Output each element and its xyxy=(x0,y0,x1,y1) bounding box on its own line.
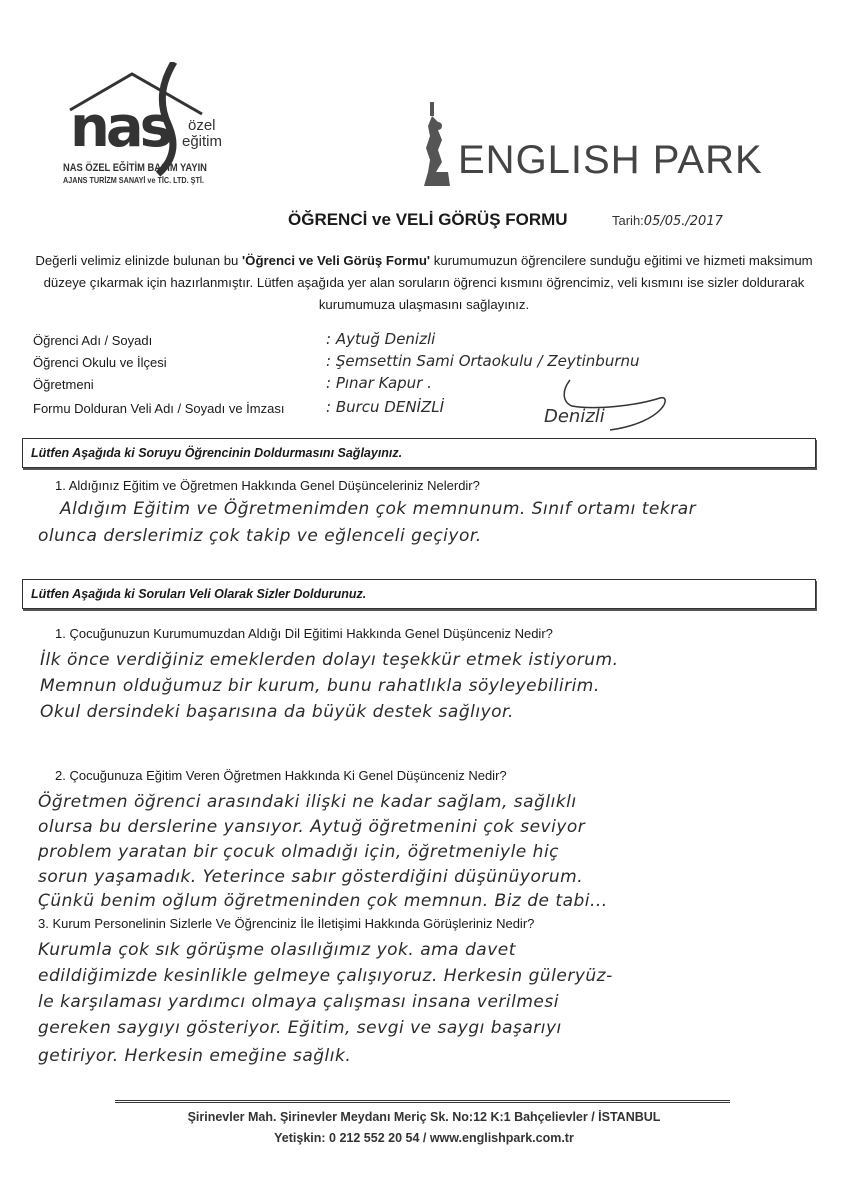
parent-name-label: Formu Dolduran Veli Adı / Soyadı ve İmzası xyxy=(33,401,285,416)
nas-logo-mark: nas xyxy=(70,95,169,160)
parent-answer-3-line: getiriyor. Herkesin emeğine sağlık. xyxy=(38,1046,352,1066)
intro-form-name: 'Öğrenci ve Veli Görüş Formu' xyxy=(242,253,431,268)
parent-answer-1-line: Okul dersindeki başarısına da büyük destek sağlıyor. xyxy=(40,702,514,722)
intro-text-1: Değerli velimiz elinizde bulunan bu xyxy=(35,253,243,268)
nas-company-line1: NAS ÖZEL EĞİTİM BASIM YAYIN xyxy=(63,162,207,174)
student-section-heading: Lütfen Aşağıda ki Soruyu Öğrencinin Doldurmasını Sağlayınız. xyxy=(31,446,403,460)
nas-word-egitim: eğitim xyxy=(182,133,223,150)
student-school-value: : Şemsettin Sami Ortaokulu / Zeytinburnu xyxy=(326,352,640,370)
form-title: ÖĞRENCİ ve VELİ GÖRÜŞ FORMU xyxy=(288,210,568,229)
footer-divider xyxy=(115,1100,730,1103)
intro-paragraph xyxy=(30,250,818,316)
student-answer-line: Aldığım Eğitim ve Öğretmenimden çok memnunum. Sınıf ortamı tekrar xyxy=(60,499,697,519)
parent-answer-2-line: olursa bu derslerine yansıyor. Aytuğ öğretmenini çok seviyor xyxy=(38,817,586,837)
date-label: Tarih: xyxy=(612,213,644,228)
date-value: 05/05./2017 xyxy=(643,214,723,229)
parent-signature xyxy=(540,378,690,434)
teacher-label: Öğretmeni xyxy=(33,377,94,392)
parent-question-2: 2. Çocuğunuza Eğitim Veren Öğretmen Hakkında Ki Genel Düşünceniz Nedir? xyxy=(55,768,507,783)
parent-name-value: : Burcu DENİZLİ xyxy=(326,398,445,416)
student-section-heading-box xyxy=(22,438,816,468)
student-name-value: : Aytuğ Denizli xyxy=(326,330,436,348)
parent-answer-1-line: İlk önce verdiğiniz emeklerden dolayı teşekkür etmek istiyorum. xyxy=(40,650,619,670)
parent-answer-2-line: Öğretmen öğrenci arasındaki ilişki ne kadar sağlam, sağlıklı xyxy=(38,792,577,812)
student-question-1: 1. Aldığınız Eğitim ve Öğretmen Hakkında Genel Düşünceleriniz Nelerdir? xyxy=(55,478,480,493)
teacher-value: : Pınar Kapur . xyxy=(326,374,432,392)
parent-section-heading: Lütfen Aşağıda ki Soruları Veli Olarak Sizler Doldurunuz. xyxy=(31,587,367,601)
parent-answer-3-line: Kurumla çok sık görüşme olasılığımız yok. ama davet xyxy=(38,940,516,960)
parent-answer-2-line: problem yaratan bir çocuk olmadığı için, öğretmeniyle hiç xyxy=(38,842,560,862)
student-name-label: Öğrenci Adı / Soyadı xyxy=(33,333,153,348)
parent-answer-2-line: sorun yaşamadık. Yeterince sabır gösterdiğini düşünüyorum. xyxy=(38,867,584,887)
intro-text-2: kurumumuzun öğrencilere sunduğu eğitimi ve hizmeti maksimum düzeye çıkarmak için hazırlanmıştır. Lütfen aşağıda yer alan soruların öğrenci kısmını öğrencimiz, veli kısmını ise sizler doldurarak kurumumuza ulaşmasını sağlayınız. xyxy=(43,253,813,312)
parent-section-heading-box xyxy=(22,579,816,609)
parent-answer-2-line: Çünkü benim oğlum öğretmeninden çok memnun. Biz de tabi... xyxy=(38,891,608,911)
nas-logo-words xyxy=(182,118,222,150)
student-answer-line: olunca derslerimiz çok takip ve eğlenceli geçiyor. xyxy=(38,526,482,546)
nas-company-line2: AJANS TURİZM SANAYİ ve TİC. LTD. ŞTİ. xyxy=(63,175,204,185)
parent-answer-3-line: edildiğimizde kesinlikle gelmeye çalışıyoruz. Herkesin güleryüz- xyxy=(38,966,613,986)
parent-question-3: 3. Kurum Personelinin Sizlerle Ve Öğrenciniz İle İletişimi Hakkında Görüşleriniz Nedir? xyxy=(38,916,535,931)
form-date xyxy=(612,213,723,229)
signature-text: Denizli xyxy=(544,406,605,427)
nas-word-ozel: özel xyxy=(188,117,216,134)
parent-question-1: 1. Çocuğunuzun Kurumumuzdan Aldığı Dil Eğitimi Hakkında Genel Düşünceniz Nedir? xyxy=(55,626,553,641)
footer-address: Şirinevler Mah. Şirinevler Meydanı Meriç Sk. No:12 K:1 Bahçelievler / İSTANBUL xyxy=(187,1110,661,1124)
student-school-label: Öğrenci Okulu ve İlçesi xyxy=(33,355,167,370)
english-park-logo-text: ENGLISH PARK xyxy=(458,138,763,182)
parent-answer-3-line: gereken saygıyı gösteriyor. Eğitim, sevgi ve saygı başarıyı xyxy=(38,1018,562,1038)
statue-of-liberty-icon xyxy=(420,100,456,186)
footer-contact: Yetişkin: 0 212 552 20 54 / www.englishpark.com.tr xyxy=(274,1131,574,1145)
parent-answer-3-line: le karşılaması yardımcı olmaya çalışması insana verilmesi xyxy=(38,992,559,1012)
parent-answer-1-line: Memnun olduğumuz bir kurum, bunu rahatlıkla söyleyebilirim. xyxy=(40,676,600,696)
